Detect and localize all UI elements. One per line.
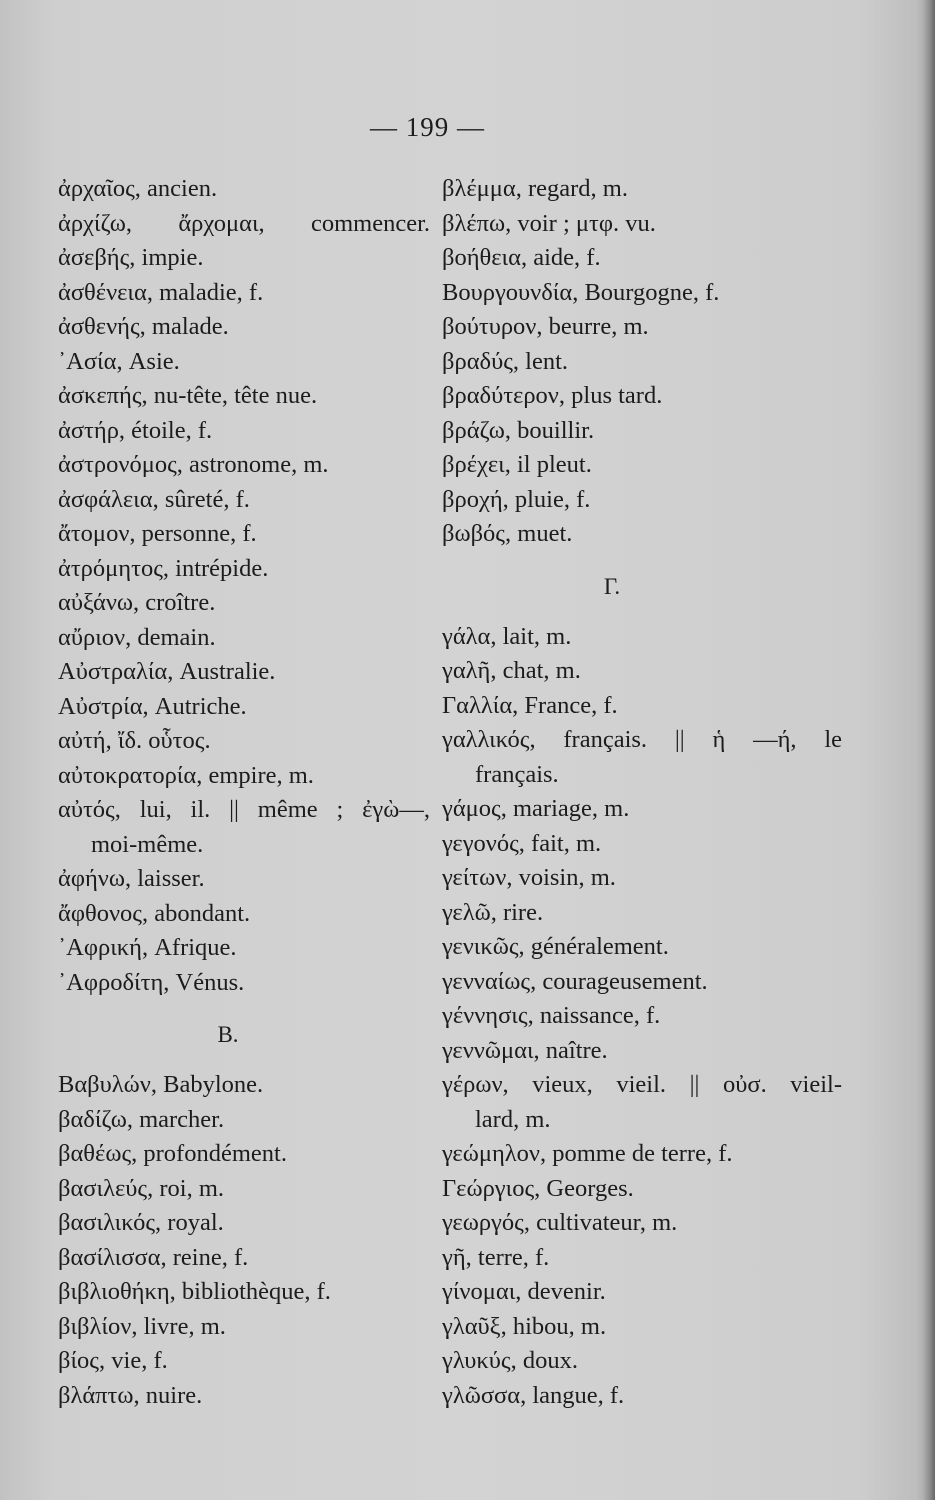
dictionary-entry: γλαῦξ, hibou, m. bbox=[442, 1312, 607, 1340]
dictionary-entry-continuation: lard, m. bbox=[475, 1105, 551, 1133]
dictionary-entry: ἀτρόμητος, intrépide. bbox=[58, 554, 269, 582]
dictionary-entry: ᾿Αφρική, Afrique. bbox=[58, 934, 237, 961]
dictionary-entry: βασίλισσα, reine, f. bbox=[58, 1243, 249, 1271]
dictionary-entry: ἀστήρ, étoile, f. bbox=[58, 416, 213, 444]
dictionary-entry: βροχή, pluie, f. bbox=[442, 485, 591, 513]
dictionary-entry: αὔριον, demain. bbox=[58, 623, 216, 651]
section-heading: Γ. bbox=[603, 573, 621, 599]
dictionary-entry: γάμος, mariage, m. bbox=[442, 795, 630, 822]
page-number: — 199 — bbox=[370, 112, 485, 142]
dictionary-entry: γλῶσσα, langue, f. bbox=[442, 1381, 625, 1409]
dictionary-entry: ἀσθενής, malade. bbox=[58, 313, 229, 340]
dictionary-entry: ἀστρονόμος, astronome, m. bbox=[58, 451, 329, 478]
dictionary-entry: βασιλεύς, roi, m. bbox=[58, 1174, 224, 1202]
dictionary-entry: βασιλικός, royal. bbox=[58, 1209, 224, 1236]
dictionary-entry: γέρων, vieux, vieil. || οὐσ. vieil- bbox=[442, 1071, 842, 1098]
dictionary-entry: γεώμηλον, pomme de terre, f. bbox=[442, 1140, 733, 1167]
dictionary-entry: βοήθεια, aide, f. bbox=[442, 244, 601, 271]
left-column bbox=[58, 172, 430, 1413]
dictionary-entry: Γεώργιος, Georges. bbox=[442, 1174, 634, 1202]
dictionary-entry: ᾿Ασία, Asie. bbox=[58, 347, 180, 375]
dictionary-entry: βλέπω, voir ; μτφ. vu. bbox=[442, 209, 656, 237]
section-heading: B. bbox=[217, 1022, 239, 1047]
page-edge-shadow bbox=[923, 0, 935, 1500]
dictionary-entry: ἀσεβής, impie. bbox=[58, 244, 204, 271]
dictionary-entry: ἀρχίζω, ἄρχομαι, commencer. bbox=[58, 209, 430, 237]
dictionary-entry: γεννῶμαι, naître. bbox=[442, 1036, 608, 1064]
dictionary-entry-continuation: français. bbox=[475, 760, 559, 788]
dictionary-entry: ἄφθονος, abondant. bbox=[58, 899, 251, 927]
dictionary-entry: αὐτοκρατορία, empire, m. bbox=[58, 761, 314, 789]
dictionary-entry: βρέχει, il pleut. bbox=[442, 451, 592, 478]
dictionary-entry: γαλῆ, chat, m. bbox=[442, 657, 581, 684]
dictionary-entry: γῆ, terre, f. bbox=[442, 1243, 550, 1271]
dictionary-entry: βλάπτω, nuire. bbox=[58, 1381, 203, 1409]
dictionary-entry: γείτων, voisin, m. bbox=[442, 864, 616, 891]
dictionary-entry: γελῶ, rire. bbox=[442, 898, 544, 926]
dictionary-entry: ἀσθένεια, maladie, f. bbox=[58, 278, 264, 306]
dictionary-entry: Βαβυλών, Babylone. bbox=[58, 1071, 264, 1098]
dictionary-entry: γαλλικός, français. || ἡ —ή, le bbox=[442, 726, 842, 753]
dictionary-entry: Αὐστρία, Autriche. bbox=[58, 692, 247, 720]
dictionary-entry: γεωργός, cultivateur, m. bbox=[442, 1209, 678, 1236]
dictionary-entry: βιβλιοθήκη, bibliothèque, f. bbox=[58, 1278, 331, 1305]
dictionary-entry: αὐξάνω, croître. bbox=[58, 589, 216, 616]
dictionary-entry: βίος, vie, f. bbox=[58, 1347, 168, 1374]
dictionary-entry: ᾿Αφροδίτη, Vénus. bbox=[58, 968, 245, 996]
right-column bbox=[442, 172, 842, 1413]
dictionary-entry: Γαλλία, France, f. bbox=[442, 691, 618, 719]
dictionary-entry: γενναίως, courageusement. bbox=[442, 967, 708, 995]
dictionary-entry: ἀσφάλεια, sûreté, f. bbox=[58, 485, 250, 513]
dictionary-entry: βωβός, muet. bbox=[442, 520, 573, 547]
dictionary-entry: βαθέως, profondément. bbox=[58, 1140, 287, 1167]
dictionary-entry: ἀσκεπής, nu-tête, tête nue. bbox=[58, 382, 318, 409]
dictionary-entry: γλυκύς, doux. bbox=[442, 1347, 578, 1374]
dictionary-entry: γενικῶς, généralement. bbox=[442, 933, 669, 960]
dictionary-entry: Βουργουνδία, Bourgogne, f. bbox=[442, 278, 720, 306]
dictionary-entry: ἀρχαῖος, ancien. bbox=[58, 175, 218, 202]
dictionary-entry: βραδύς, lent. bbox=[442, 347, 569, 375]
dictionary-entry: αὐτός, lui, il. || même ; ἐγὼ—, bbox=[58, 796, 430, 823]
dictionary-entry: βλέμμα, regard, m. bbox=[442, 175, 628, 202]
dictionary-entry: ἄτομον, personne, f. bbox=[58, 520, 257, 547]
dictionary-entry: γάλα, lait, m. bbox=[442, 622, 572, 650]
dictionary-entry: βιβλίον, livre, m. bbox=[58, 1312, 226, 1340]
dictionary-entry: γίνομαι, devenir. bbox=[442, 1278, 606, 1305]
dictionary-entry: βαδίζω, marcher. bbox=[58, 1105, 225, 1133]
dictionary-entry: ἀφήνω, laisser. bbox=[58, 865, 205, 892]
dictionary-entry-continuation: moi-même. bbox=[91, 830, 204, 858]
dictionary-entry: γεγονός, fait, m. bbox=[442, 829, 602, 857]
dictionary-entry: γέννησις, naissance, f. bbox=[442, 1002, 661, 1029]
dictionary-entry: βούτυρον, beurre, m. bbox=[442, 313, 649, 340]
dictionary-entry: αὐτή, ἴδ. οὗτος. bbox=[58, 727, 211, 754]
dictionary-entry: βράζω, bouillir. bbox=[442, 416, 595, 444]
dictionary-entry: βραδύτερον, plus tard. bbox=[442, 382, 663, 409]
dictionary-entry: Αὐστραλία, Australie. bbox=[58, 658, 276, 685]
